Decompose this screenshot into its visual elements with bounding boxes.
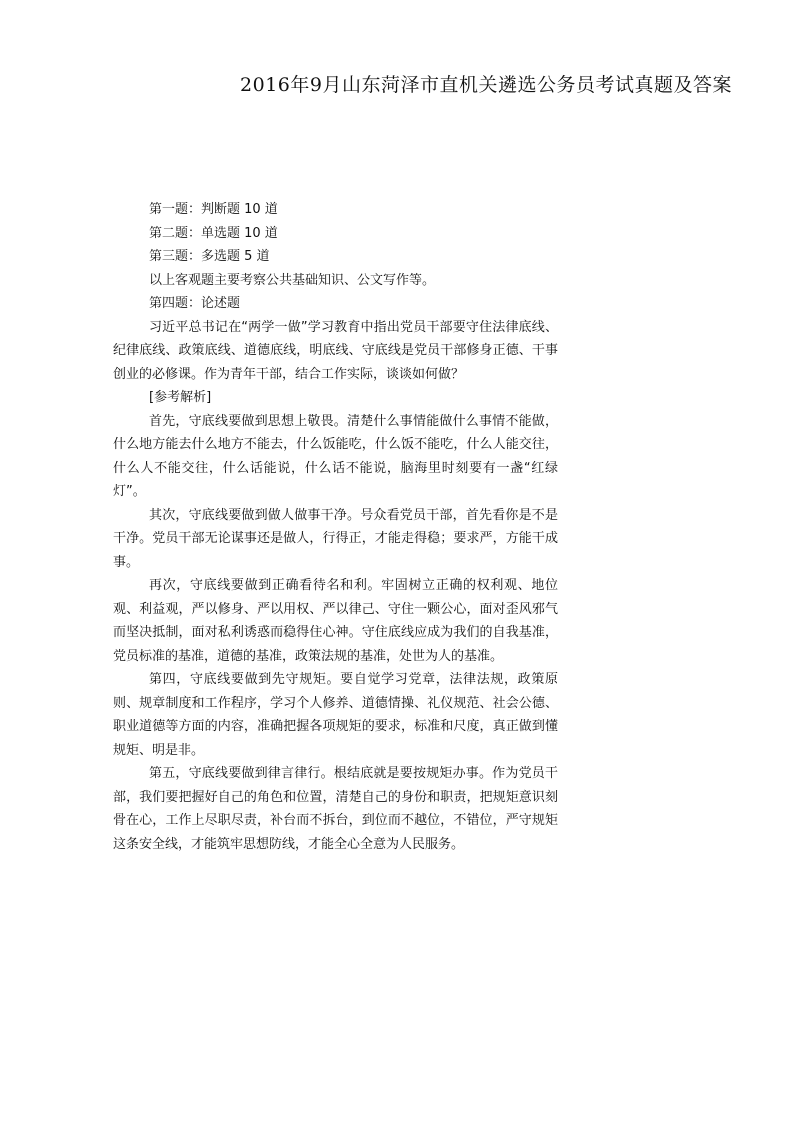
answer-paragraph: 首先，守底线要做到思想上敬畏。清楚什么事情能做什么事情不能做，什么地方能去什么地方不能去，什么饭能吃，什么饭不能吃，什么人能交往，什么人不能交往，什么话能说，什么话不能说，脑海里时刻要有一盏“红绿灯”。 — [113, 413, 558, 499]
document-title: 2016年9月山东菏泽市直机关遴选公务员考试真题及答案 — [240, 74, 732, 96]
question-type-3: 第三题：多选题 5 道 — [149, 249, 270, 264]
answer-paragraph: 第四，守底线要做到先守规矩。要自觉学习党章，法律法规，政策原则、规章制度和工作程序，学习个人修养、道德情操、礼仪规范、社会公德、职业道德等方面的内容，准确把握各项规矩的要求，标准和尺度，真正做到懂规矩、明是非。 — [113, 672, 558, 758]
document-body — [113, 198, 558, 856]
question-type-4: 第四题：论述题 — [149, 296, 241, 311]
answer-paragraph: 再次，守底线要做到正确看待名和利。牢固树立正确的权利观、地位观、利益观，严以修身、严以用权、严以律己、守住一颗公心，面对歪风邪气而坚决抵制，面对私利诱惑而稳得住心神。守住底线应成为我们的自我基准，党员标准的基准，道德的基准，政策法规的基准，处世为人的基准。 — [113, 578, 558, 664]
essay-prompt: 习近平总书记在“两学一做”学习教育中指出党员干部要守住法律底线、纪律底线、政策底线、道德底线，明底线、守底线是党员干部修身正德、干事创业的必修课。作为青年干部，结合工作实际，谈谈如何做？ — [113, 319, 558, 382]
answer-paragraph: 第五，守底线要做到律言律行。根结底就是要按规矩办事。作为党员干部，我们要把握好自己的角色和位置，清楚自己的身份和职责，把规矩意识刻骨在心，工作上尽职尽责，补台而不拆台，到位而不越位，不错位，严守规矩这条安全线，才能筑牢思想防线，才能全心全意为人民服务。 — [113, 766, 558, 852]
question-type-2: 第二题：单选题 10 道 — [149, 225, 278, 241]
reference-answer-label: [参考解析] — [149, 390, 212, 405]
answer-paragraph: 其次，守底线要做到做人做事干净。号众看党员干部，首先看你是不是干净。党员干部无论谋事还是做人，行得正，才能走得稳；要求严，方能干成事。 — [113, 507, 558, 570]
objective-questions-note: 以上客观题主要考察公共基础知识、公文写作等。 — [149, 272, 436, 288]
question-type-1: 第一题：判断题 10 道 — [149, 202, 278, 217]
